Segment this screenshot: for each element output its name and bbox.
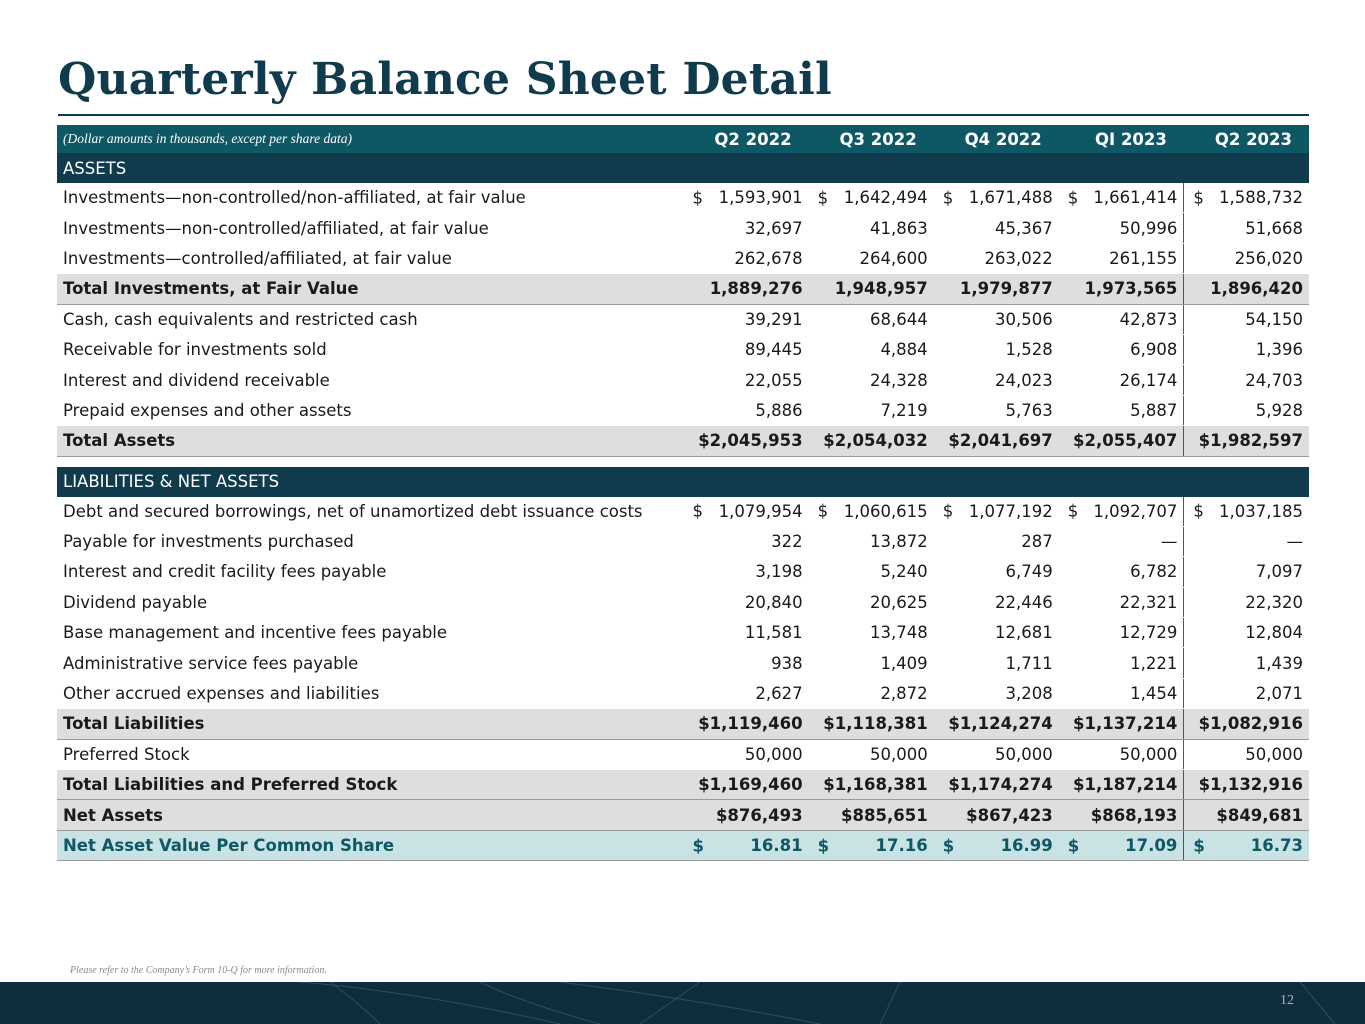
- cell-text: $1,137,214: [1072, 714, 1178, 734]
- cell-text: $2,045,953: [698, 431, 803, 451]
- cell-value: [1059, 678, 1184, 708]
- cell-value: [809, 274, 934, 304]
- cell-value: [809, 213, 934, 243]
- cell-text: $867,423: [966, 805, 1053, 825]
- dollar-sign: $: [692, 836, 704, 855]
- dollar-sign: $: [1193, 501, 1204, 521]
- cell-value: [1059, 587, 1184, 617]
- cell-value: [934, 334, 1059, 364]
- cell-text: 6,749: [1005, 562, 1053, 582]
- cell-value: [809, 770, 934, 800]
- total-row: [57, 770, 1309, 800]
- cell-value: [1059, 243, 1184, 273]
- section-header-liabilities: [57, 467, 1309, 497]
- cell-text: 26,174: [1119, 370, 1178, 390]
- footer-band: [0, 982, 1365, 1024]
- cell-value: [1059, 304, 1184, 334]
- cell-text: 5,240: [880, 562, 928, 582]
- cell-value: [684, 334, 809, 364]
- row-label: Investments—non-controlled/non-affiliated, at fair value: [57, 183, 684, 213]
- cell-text: 1,593,901: [718, 188, 803, 208]
- cell-value: [1059, 213, 1184, 243]
- cell-text: 6,908: [1130, 340, 1178, 360]
- cell-value: [934, 426, 1059, 456]
- cell-text: 3,198: [755, 562, 803, 582]
- cell-value: [809, 526, 934, 556]
- cell-text: 54,150: [1245, 309, 1303, 329]
- cell-text: 1,396: [1255, 340, 1303, 360]
- cell-value: [809, 830, 934, 860]
- table-row: [57, 618, 1309, 648]
- row-label: Other accrued expenses and liabilities: [57, 678, 684, 708]
- cell-value: [809, 497, 934, 527]
- cell-text: $868,193: [1090, 805, 1178, 825]
- cell-text: 263,022: [984, 248, 1053, 268]
- cell-value: [684, 526, 809, 556]
- cell-text: 22,446: [995, 592, 1053, 612]
- cell-value: [1184, 304, 1309, 334]
- cell-text: $1,174,274: [948, 775, 1053, 795]
- cell-text: 1,454: [1130, 684, 1178, 704]
- cell-text: 50,000: [869, 744, 928, 764]
- cell-value: [809, 395, 934, 425]
- dollar-sign: $: [1193, 836, 1205, 855]
- balance-sheet-table: [57, 125, 1309, 861]
- dollar-sign: $: [1067, 188, 1079, 208]
- row-label: Total Liabilities: [57, 709, 684, 739]
- cell-text: $2,041,697: [948, 431, 1053, 451]
- cell-text: $2,054,032: [823, 431, 928, 451]
- total-row: [57, 426, 1309, 456]
- cell-text: 256,020: [1234, 248, 1303, 268]
- cell-text: $1,118,381: [823, 714, 928, 734]
- cell-value: [684, 213, 809, 243]
- row-label: Preferred Stock: [57, 739, 684, 769]
- cell-value: [1184, 648, 1309, 678]
- cell-value: [934, 557, 1059, 587]
- cell-text: 11,581: [744, 623, 803, 643]
- cell-value: [684, 770, 809, 800]
- cell-value: [1184, 678, 1309, 708]
- cell-value: [809, 739, 934, 769]
- cell-value: [934, 587, 1059, 617]
- cell-text: 1,711: [1005, 653, 1053, 673]
- cell-value: [1184, 800, 1309, 830]
- dollar-sign: $: [1193, 188, 1204, 208]
- cell-text: 1,409: [880, 653, 928, 673]
- table-row: [57, 213, 1309, 243]
- cell-text: 1,896,420: [1210, 279, 1303, 299]
- cell-value: [934, 243, 1059, 273]
- cell-value: [1184, 274, 1309, 304]
- table-row: [57, 587, 1309, 617]
- cell-text: 12,729: [1119, 623, 1178, 643]
- cell-value: [1059, 274, 1184, 304]
- cell-text: $2,055,407: [1072, 431, 1178, 451]
- table-row: [57, 739, 1309, 769]
- column-header: QI 2023: [1059, 125, 1184, 153]
- cell-value: [809, 800, 934, 830]
- cell-text: $876,493: [715, 805, 803, 825]
- cell-text: 16.99: [1000, 836, 1053, 855]
- cell-value: [1059, 709, 1184, 739]
- cell-text: 4,884: [880, 340, 928, 360]
- cell-value: [1184, 526, 1309, 556]
- cell-value: [934, 213, 1059, 243]
- cell-text: 1,439: [1255, 653, 1303, 673]
- cell-text: 5,887: [1130, 400, 1178, 420]
- table-row: [57, 557, 1309, 587]
- row-label: Prepaid expenses and other assets: [57, 395, 684, 425]
- cell-value: [684, 618, 809, 648]
- cell-text: 1,037,185: [1219, 501, 1303, 521]
- cell-text: 7,097: [1255, 562, 1303, 582]
- cell-text: 5,886: [755, 400, 803, 420]
- cell-text: 24,328: [869, 370, 928, 390]
- cell-text: 22,055: [744, 370, 803, 390]
- cell-value: [809, 183, 934, 213]
- cell-text: 17.16: [875, 836, 928, 855]
- section-title: ASSETS: [57, 153, 1309, 183]
- table-row: [57, 304, 1309, 334]
- cell-value: [1059, 426, 1184, 456]
- cell-value: [1059, 557, 1184, 587]
- cell-value: [1184, 426, 1309, 456]
- table-row: [57, 648, 1309, 678]
- cell-text: 51,668: [1245, 218, 1303, 238]
- row-label: Investments—controlled/affiliated, at fair value: [57, 243, 684, 273]
- cell-value: [809, 243, 934, 273]
- dollar-sign: $: [942, 501, 954, 521]
- cell-text: $1,169,460: [698, 775, 803, 795]
- cell-value: [934, 830, 1059, 860]
- row-label: Debt and secured borrowings, net of unamortized debt issuance costs: [57, 497, 684, 527]
- total-row: [57, 709, 1309, 739]
- cell-value: [934, 770, 1059, 800]
- dollar-sign: $: [817, 188, 829, 208]
- dollar-sign: $: [692, 188, 703, 208]
- cell-text: 41,863: [869, 218, 928, 238]
- cell-text: 262,678: [734, 248, 803, 268]
- cell-text: 2,627: [755, 684, 803, 704]
- cell-text: 938: [771, 653, 803, 673]
- cell-text: 50,000: [1119, 744, 1178, 764]
- cell-text: 17.09: [1125, 836, 1178, 855]
- cell-value: [1059, 365, 1184, 395]
- cell-value: [1184, 497, 1309, 527]
- section-title: LIABILITIES & NET ASSETS: [57, 467, 1309, 497]
- dollar-sign: $: [942, 188, 954, 208]
- cell-value: [809, 334, 934, 364]
- cell-text: 2,071: [1255, 684, 1303, 704]
- cell-text: 50,996: [1119, 218, 1178, 238]
- cell-text: —: [1160, 532, 1178, 552]
- cell-text: 30,506: [995, 309, 1053, 329]
- dollar-sign: $: [817, 501, 829, 521]
- cell-text: 68,644: [869, 309, 928, 329]
- cell-text: $1,982,597: [1198, 431, 1303, 451]
- cell-value: [1059, 395, 1184, 425]
- cell-value: [1184, 243, 1309, 273]
- cell-value: [684, 243, 809, 273]
- cell-value: [1184, 587, 1309, 617]
- table-row: [57, 497, 1309, 527]
- cell-value: [1184, 830, 1309, 860]
- cell-value: [684, 304, 809, 334]
- title-divider: [58, 114, 1309, 116]
- cell-text: —: [1286, 532, 1303, 552]
- cell-value: [934, 395, 1059, 425]
- cell-text: 1,979,877: [959, 279, 1053, 299]
- row-label: Interest and credit facility fees payable: [57, 557, 684, 587]
- row-label: Cash, cash equivalents and restricted cash: [57, 304, 684, 334]
- dollar-sign: $: [692, 501, 703, 521]
- cell-text: 1,588,732: [1219, 188, 1303, 208]
- cell-text: $1,187,214: [1072, 775, 1178, 795]
- row-label: Total Assets: [57, 426, 684, 456]
- cell-value: [1059, 334, 1184, 364]
- cell-text: 1,528: [1005, 340, 1053, 360]
- cell-value: [684, 183, 809, 213]
- cell-value: [809, 709, 934, 739]
- cell-text: 24,023: [995, 370, 1053, 390]
- cell-text: 264,600: [859, 248, 928, 268]
- cell-text: 39,291: [744, 309, 803, 329]
- row-label: Net Assets: [57, 800, 684, 830]
- cell-text: 16.81: [750, 836, 803, 855]
- cell-text: 1,661,414: [1093, 188, 1178, 208]
- cell-value: [934, 618, 1059, 648]
- cell-value: [809, 304, 934, 334]
- cell-text: 1,092,707: [1093, 501, 1178, 521]
- cell-text: 50,000: [1245, 744, 1303, 764]
- cell-text: 1,221: [1130, 653, 1178, 673]
- cell-value: [809, 618, 934, 648]
- table-row: [57, 678, 1309, 708]
- cell-text: 1,077,192: [968, 501, 1053, 521]
- column-header: Q3 2022: [809, 125, 934, 153]
- cell-value: [1059, 497, 1184, 527]
- cell-value: [1059, 739, 1184, 769]
- cell-value: [684, 395, 809, 425]
- column-header: Q2 2023: [1184, 125, 1309, 153]
- cell-text: 6,782: [1130, 562, 1178, 582]
- cell-text: 261,155: [1109, 248, 1178, 268]
- cell-value: [934, 800, 1059, 830]
- cell-value: [1184, 770, 1309, 800]
- cell-value: [934, 709, 1059, 739]
- table-header-row: [57, 125, 1309, 153]
- cell-value: [934, 304, 1059, 334]
- cell-text: 20,840: [744, 592, 803, 612]
- section-header-assets: [57, 153, 1309, 183]
- section-gap: [57, 456, 1309, 467]
- cell-text: 24,703: [1245, 370, 1303, 390]
- cell-text: $885,651: [841, 805, 928, 825]
- cell-text: 3,208: [1005, 684, 1053, 704]
- cell-value: [1184, 739, 1309, 769]
- cell-text: $1,119,460: [698, 714, 803, 734]
- cell-value: [684, 274, 809, 304]
- cell-value: [1184, 365, 1309, 395]
- cell-value: [684, 587, 809, 617]
- row-label: Total Liabilities and Preferred Stock: [57, 770, 684, 800]
- cell-text: $1,082,916: [1198, 714, 1303, 734]
- cell-value: [934, 739, 1059, 769]
- cell-text: $1,132,916: [1198, 775, 1303, 795]
- cell-text: 32,697: [744, 218, 803, 238]
- cell-value: [1184, 183, 1309, 213]
- cell-text: 13,872: [869, 532, 928, 552]
- cell-value: [809, 557, 934, 587]
- cell-value: [934, 648, 1059, 678]
- cell-text: 1,079,954: [718, 501, 803, 521]
- dollar-sign: $: [817, 836, 830, 855]
- row-label: Investments—non-controlled/affiliated, at fair value: [57, 213, 684, 243]
- cell-value: [934, 183, 1059, 213]
- cell-text: 45,367: [995, 218, 1053, 238]
- cell-text: 12,804: [1245, 623, 1303, 643]
- cell-text: 5,928: [1255, 400, 1303, 420]
- cell-value: [684, 426, 809, 456]
- nav-per-share-row: [57, 830, 1309, 860]
- cell-text: 20,625: [869, 592, 928, 612]
- page-number: 12: [1280, 993, 1294, 1008]
- table-row: [57, 365, 1309, 395]
- cell-value: [684, 678, 809, 708]
- footnote: Please refer to the Company’s Form 10-Q for more information.: [70, 965, 327, 976]
- cell-value: [684, 739, 809, 769]
- cell-value: [684, 497, 809, 527]
- cell-value: [1059, 830, 1184, 860]
- cell-text: 1,060,615: [843, 501, 928, 521]
- dollar-sign: $: [1067, 501, 1079, 521]
- cell-text: 1,948,957: [834, 279, 928, 299]
- cell-text: 1,889,276: [709, 279, 803, 299]
- cell-text: 16.73: [1250, 836, 1303, 855]
- cell-value: [934, 274, 1059, 304]
- cell-value: [684, 709, 809, 739]
- row-label: Total Investments, at Fair Value: [57, 274, 684, 304]
- cell-value: [1059, 800, 1184, 830]
- cell-text: 287: [1021, 532, 1053, 552]
- cell-value: [1184, 334, 1309, 364]
- cell-value: [684, 557, 809, 587]
- cell-value: [934, 365, 1059, 395]
- row-label: Net Asset Value Per Common Share: [57, 830, 684, 860]
- cell-value: [1184, 557, 1309, 587]
- cell-value: [684, 648, 809, 678]
- row-label: Administrative service fees payable: [57, 648, 684, 678]
- cell-value: [809, 587, 934, 617]
- cell-text: 5,763: [1005, 400, 1053, 420]
- cell-value: [1059, 618, 1184, 648]
- cell-value: [1059, 183, 1184, 213]
- table-note: (Dollar amounts in thousands, except per share data): [57, 125, 684, 153]
- total-row: [57, 800, 1309, 830]
- row-label: Base management and incentive fees payable: [57, 618, 684, 648]
- cell-text: 42,873: [1119, 309, 1178, 329]
- cell-text: 7,219: [880, 400, 928, 420]
- cell-value: [1184, 709, 1309, 739]
- cell-text: 322: [771, 532, 803, 552]
- cell-value: [1059, 526, 1184, 556]
- cell-value: [1059, 648, 1184, 678]
- cell-value: [1184, 395, 1309, 425]
- table-row: [57, 243, 1309, 273]
- table-row: [57, 526, 1309, 556]
- total-row: [57, 274, 1309, 304]
- cell-text: 22,320: [1245, 592, 1303, 612]
- cell-text: 1,642,494: [843, 188, 928, 208]
- cell-text: $1,168,381: [823, 775, 928, 795]
- dollar-sign: $: [1067, 836, 1080, 855]
- cell-value: [809, 365, 934, 395]
- cell-text: 50,000: [995, 744, 1053, 764]
- cell-text: 22,321: [1119, 592, 1178, 612]
- cell-value: [934, 526, 1059, 556]
- cell-text: 1,671,488: [968, 188, 1053, 208]
- cell-value: [809, 426, 934, 456]
- row-label: Dividend payable: [57, 587, 684, 617]
- cell-value: [934, 678, 1059, 708]
- footer-decoration: [0, 982, 1365, 1024]
- table-row: [57, 395, 1309, 425]
- cell-text: 2,872: [880, 684, 928, 704]
- cell-value: [684, 830, 809, 860]
- cell-value: [684, 800, 809, 830]
- cell-value: [934, 497, 1059, 527]
- column-header: Q4 2022: [934, 125, 1059, 153]
- row-label: Interest and dividend receivable: [57, 365, 684, 395]
- cell-text: 50,000: [744, 744, 803, 764]
- cell-value: [684, 365, 809, 395]
- page-title: Quarterly Balance Sheet Detail: [58, 54, 832, 105]
- cell-text: 13,748: [869, 623, 928, 643]
- dollar-sign: $: [942, 836, 955, 855]
- cell-value: [809, 648, 934, 678]
- table-row: [57, 334, 1309, 364]
- row-label: Payable for investments purchased: [57, 526, 684, 556]
- cell-value: [1184, 213, 1309, 243]
- cell-text: 1,973,565: [1084, 279, 1178, 299]
- column-header: Q2 2022: [684, 125, 809, 153]
- cell-value: [809, 678, 934, 708]
- cell-value: [1059, 770, 1184, 800]
- cell-text: 89,445: [744, 340, 803, 360]
- cell-text: $1,124,274: [948, 714, 1053, 734]
- table-row: [57, 183, 1309, 213]
- cell-text: $849,681: [1216, 805, 1303, 825]
- cell-text: 12,681: [995, 623, 1053, 643]
- cell-value: [1184, 618, 1309, 648]
- row-label: Receivable for investments sold: [57, 334, 684, 364]
